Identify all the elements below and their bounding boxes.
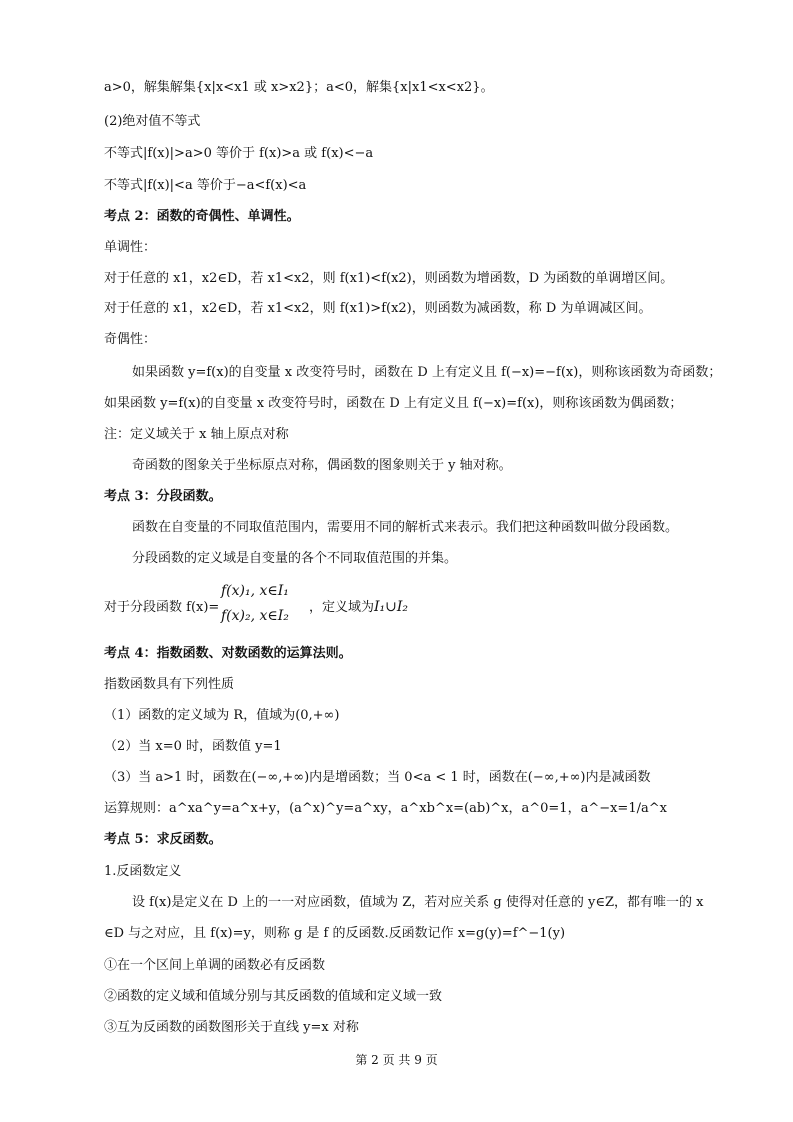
inverse-definition-text-2: ∈D 与之对应，且 f(x)=y，则称 g 是 f 的反函数.反函数记作 x=g(y)=f^−1(y) [104, 926, 566, 941]
decreasing-definition: 对于任意的 x1，x2∈D，若 x1<x2，则 f(x1)>f(x2)，则函数为减函数，称 D 为单调减区间。 [104, 301, 652, 316]
section-heading-2: 考点 2：函数的奇偶性、单调性。 [104, 209, 300, 224]
exponential-properties-intro: 指数函数具有下列性质 [104, 677, 235, 692]
property-3: （3）当 a>1 时，函数在(−∞,+∞)内是增函数；当 0<a < 1 时，函数在(−∞,+∞)内是减函数 [104, 770, 651, 785]
inverse-property-1: ①在一个区间上单调的函数必有反函数 [104, 958, 326, 973]
formula-prefix: 对于分段函数 f(x)= [104, 600, 220, 615]
section-heading-3: 考点 3：分段函数。 [104, 489, 222, 504]
formula-suffix: ，定义域为I₁∪I₂ [309, 599, 409, 615]
subsection-absolute-inequality: (2)绝对值不等式 [104, 114, 201, 129]
piecewise-definition: 函数在自变量的不同取值范围内，需要用不同的解析式来表示。我们把这种函数叫做分段函数。 [132, 520, 679, 535]
monotonicity-label: 单调性： [104, 240, 157, 255]
inequality-less: 不等式|f(x)|<a 等价于−a<f(x)<a [104, 178, 307, 193]
even-function-definition: 如果函数 y=f(x)的自变量 x 改变符号时，函数在 D 上有定义且 f(−x)=f(x)，则称该函数为偶函数； [104, 396, 683, 411]
section-heading-5: 考点 5：求反函数。 [104, 832, 222, 847]
note-domain: 注：定义域关于 x 轴上原点对称 [104, 427, 289, 442]
symmetry-text: 奇函数的图象关于坐标原点对称，偶函数的图象则关于 y 轴对称。 [132, 458, 512, 473]
inverse-definition-text-1: 设 f(x)是定义在 D 上的一一对应函数，值域为 Z，若对应关系 g 使得对任意的 y∈Z，都有唯一的 x [132, 895, 704, 910]
formula-row-1: f(x)₁, x∈I₁ [221, 583, 289, 599]
formula-row-2: f(x)₂, x∈I₂ [221, 608, 289, 624]
parity-label: 奇偶性： [104, 332, 157, 347]
inverse-property-3: ③互为反函数的函数图形关于直线 y=x 对称 [104, 1020, 359, 1035]
property-2: （2）当 x=0 时，函数值 y=1 [104, 739, 282, 754]
odd-function-definition: 如果函数 y=f(x)的自变量 x 改变符号时，函数在 D 上有定义且 f(−x)=−f(x)，则称该函数为奇函数； [132, 365, 722, 380]
property-1: （1）函数的定义域为 R，值域为(0,+∞) [104, 708, 340, 723]
operation-rules: 运算规则：a^xa^y=a^x+y，(a^x)^y=a^xy，a^xb^x=(ab)^x，a^0=1，a^−x=1/a^x [104, 801, 667, 816]
inverse-property-2: ②函数的定义域和值域分别与其反函数的值域和定义域一致 [104, 989, 443, 1004]
piecewise-domain-text: 分段函数的定义域是自变量的各个不同取值范围的并集。 [132, 551, 458, 566]
section-heading-4: 考点 4：指数函数、对数函数的运算法则。 [104, 646, 352, 661]
formula-domain: I₁∪I₂ [374, 599, 409, 615]
inequality-greater: 不等式|f(x)|>a>0 等价于 f(x)>a 或 f(x)<−a [104, 146, 374, 161]
page-footer: 第 2 页 共 9 页 [355, 1053, 438, 1067]
increasing-definition: 对于任意的 x1，x2∈D，若 x1<x2，则 f(x1)<f(x2)，则函数为增函数，D 为函数的单调增区间。 [104, 271, 674, 286]
solution-set-text: a>0，解集解集{x|x<x1 或 x>x2}；a<0，解集{x|x1<x<x2}。 [104, 80, 494, 95]
inverse-definition-title: 1.反函数定义 [104, 864, 182, 879]
